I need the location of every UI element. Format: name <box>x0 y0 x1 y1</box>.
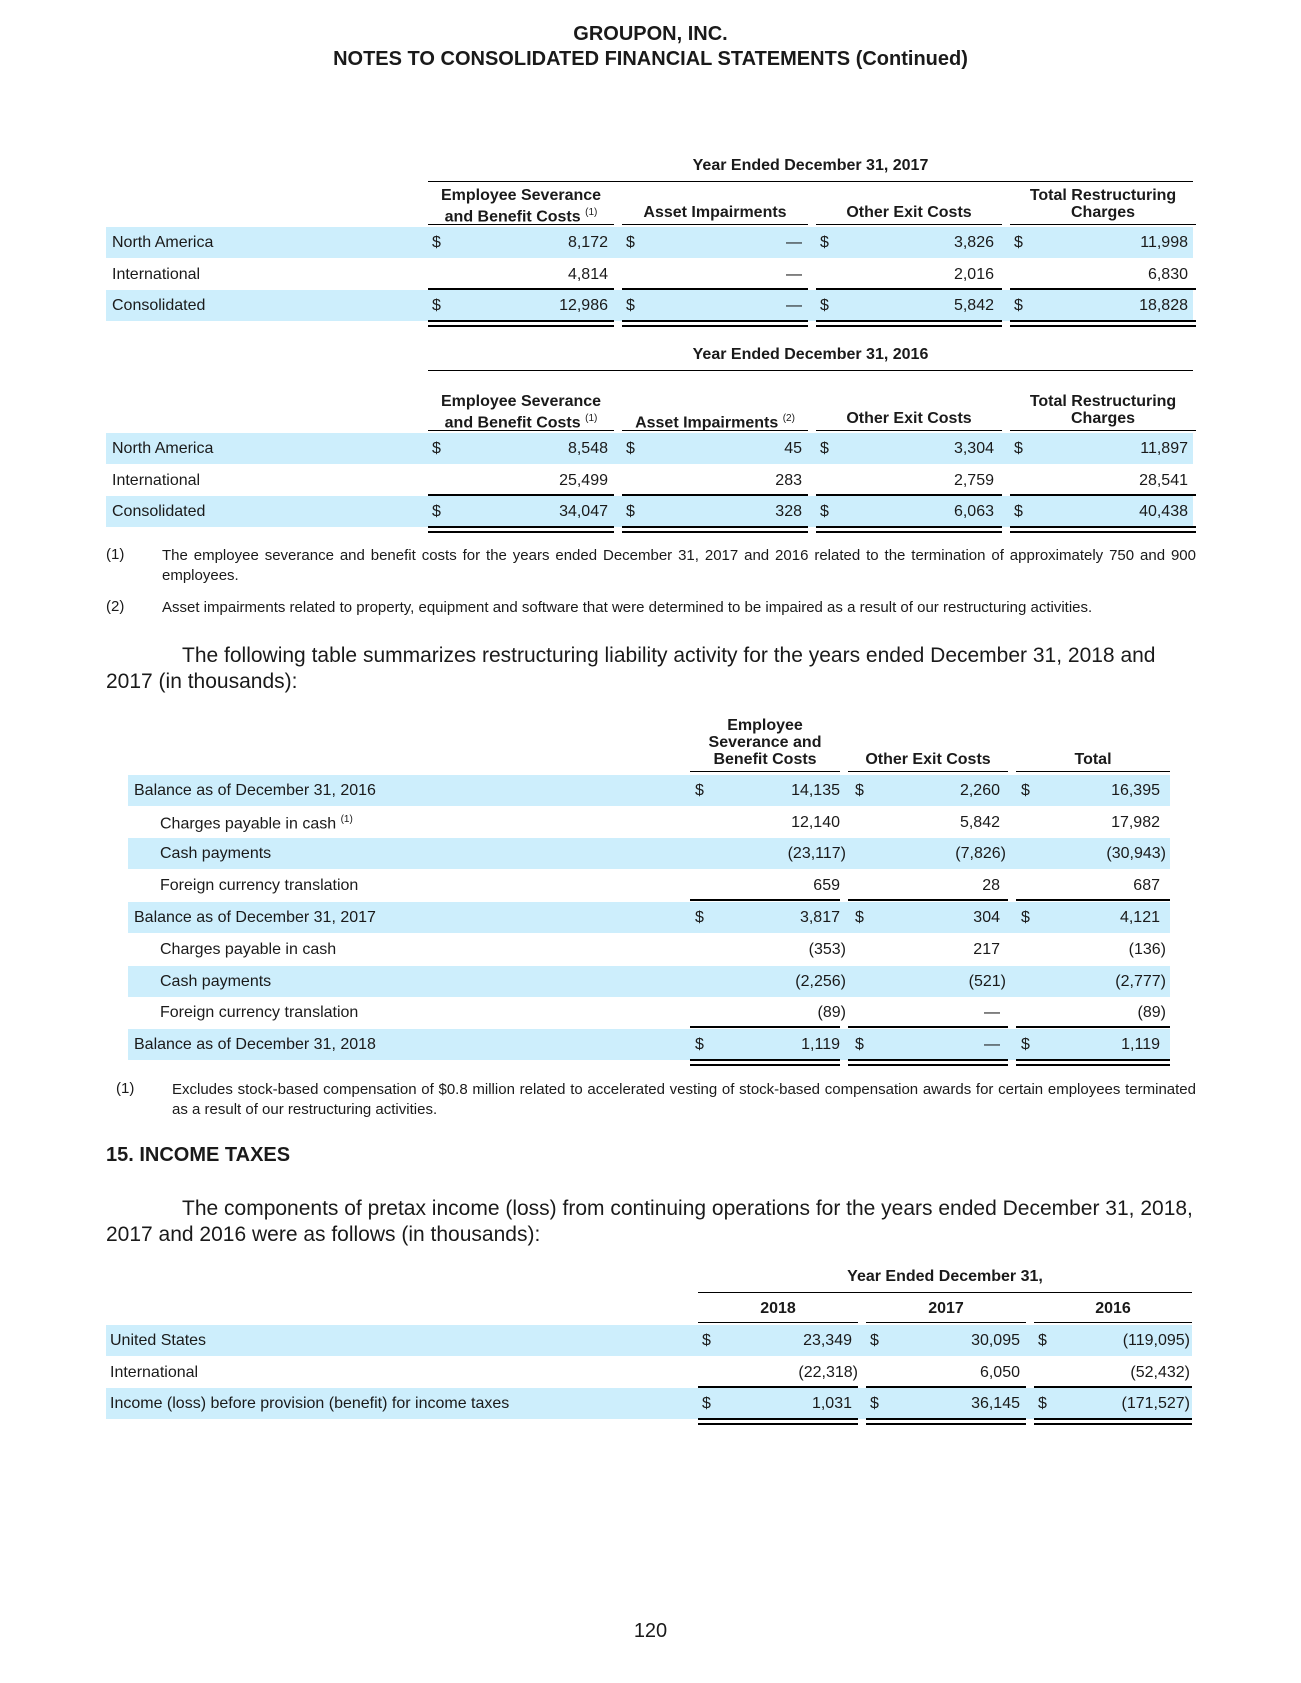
row-label: Income (loss) before provision (benefit) for income taxes <box>110 1395 510 1412</box>
row-label: International <box>110 1364 199 1381</box>
total-double-rule <box>1016 1059 1170 1066</box>
row-label: Consolidated <box>112 297 206 314</box>
currency-symbol: $ <box>626 297 635 314</box>
cell-value: 12,140 <box>791 814 840 831</box>
col-header-total: Total <box>1074 751 1112 768</box>
cell-value: (52,432) <box>1130 1364 1190 1381</box>
cell-value: (171,527) <box>1121 1395 1190 1412</box>
col-header-other-exit: Other Exit Costs <box>865 751 991 768</box>
header-rule <box>866 1322 1026 1323</box>
currency-symbol: $ <box>432 503 441 520</box>
cell-value: 28,541 <box>1139 472 1188 489</box>
row-band <box>106 433 1193 464</box>
currency-symbol: $ <box>695 909 704 926</box>
cell-value: 11,897 <box>1140 440 1188 457</box>
cell-value: — <box>984 1004 1000 1021</box>
row-label: International <box>112 266 201 283</box>
currency-symbol: $ <box>1038 1395 1047 1412</box>
cell-value: 2,759 <box>953 472 994 489</box>
subtotal-rule <box>690 899 840 901</box>
cell-value: 283 <box>775 472 802 489</box>
section-heading: 15. INCOME TAXES <box>106 1144 291 1166</box>
cell-value: (89) <box>817 1004 846 1021</box>
currency-symbol: $ <box>1014 297 1023 314</box>
intro-paragraph: The components of pretax income (loss) from continuing operations for the years ended December 31, 2018, 2017 and 2016 were as follows (in thousands): <box>106 1197 1193 1246</box>
cell-value: (521) <box>968 973 1006 990</box>
row-band <box>106 227 1193 258</box>
currency-symbol: $ <box>1014 440 1023 457</box>
header-rule <box>622 430 808 431</box>
col-header-year: 2017 <box>928 1300 964 1317</box>
header-rule <box>816 224 1002 225</box>
currency-symbol: $ <box>626 234 635 251</box>
cell-value: 16,395 <box>1111 782 1160 799</box>
total-double-rule <box>428 320 614 327</box>
row-label: Cash payments <box>160 845 272 862</box>
currency-symbol: $ <box>432 234 441 251</box>
header-rule <box>428 430 614 431</box>
header-rule <box>690 771 840 772</box>
cell-value: (119,095) <box>1122 1332 1190 1349</box>
footnote-text: Excludes stock-based compensation of $0.8 million related to accelerated vesting of stock-based compensation awards for certain employees terminated as a result of our restructuring activities. <box>172 1081 1196 1118</box>
currency-symbol: $ <box>855 1036 864 1053</box>
total-double-rule <box>622 320 808 327</box>
col-header-severance: Employee Severance and Benefit Costs $^{(1)}$ <box>440 393 602 432</box>
cell-value: 40,438 <box>1139 503 1188 520</box>
cell-value: (2,256) <box>795 973 846 990</box>
currency-symbol: $ <box>1014 503 1023 520</box>
cell-value: — <box>984 1036 1000 1053</box>
cell-value: 2,016 <box>953 266 994 283</box>
currency-symbol: $ <box>1021 1036 1030 1053</box>
cell-value: 25,499 <box>559 472 608 489</box>
subtotal-rule <box>1016 1026 1170 1028</box>
currency-symbol: $ <box>1021 782 1030 799</box>
row-band <box>106 1325 1192 1356</box>
currency-symbol: $ <box>1038 1332 1047 1349</box>
total-double-rule <box>1010 320 1196 327</box>
cell-value: — <box>786 266 802 283</box>
cell-value: 17,982 <box>1111 814 1160 831</box>
cell-value: 4,121 <box>1119 909 1160 926</box>
row-band <box>128 838 1170 869</box>
row-label: Charges payable in cash $^{(1)}$ <box>160 814 353 833</box>
total-double-rule <box>690 1059 840 1066</box>
header-rule <box>622 224 808 225</box>
subtotal-rule <box>848 899 1008 901</box>
currency-symbol: $ <box>702 1395 711 1412</box>
cell-value: 6,050 <box>979 1364 1020 1381</box>
subtotal-rule <box>1016 899 1170 901</box>
cell-value: 30,095 <box>971 1332 1020 1349</box>
cell-value: 45 <box>784 440 802 457</box>
intro-paragraph: The following table summarizes restructuring liability activity for the years ended December 31, 2018 and 2017 (in thousands): <box>106 644 1156 693</box>
cell-value: — <box>786 234 802 251</box>
cell-value: 5,842 <box>959 814 1000 831</box>
header-rule <box>1010 430 1196 431</box>
cell-value: 8,548 <box>567 440 608 457</box>
footnote-number: (2) <box>106 598 125 615</box>
row-label: Consolidated <box>112 503 206 520</box>
cell-value: 12,986 <box>559 297 608 314</box>
header-rule <box>1010 224 1196 225</box>
cell-value: 3,817 <box>799 909 840 926</box>
cell-value: 1,031 <box>811 1395 852 1412</box>
cell-value: 18,828 <box>1139 297 1188 314</box>
footnote-text: Asset impairments related to property, equipment and software that were determined to be impaired as a result of our restructuring activities. <box>162 599 1093 616</box>
cell-value: (2,777) <box>1115 973 1166 990</box>
total-double-rule <box>1010 526 1196 533</box>
total-double-rule <box>816 320 1002 327</box>
header-rule <box>428 224 614 225</box>
cell-value: 1,119 <box>801 1036 840 1053</box>
cell-value: 2,260 <box>959 782 1000 799</box>
row-label: United States <box>110 1332 207 1349</box>
total-double-rule <box>698 1418 858 1425</box>
cell-value: 4,814 <box>567 266 608 283</box>
page-number: 120 <box>633 1620 668 1642</box>
cell-value: (136) <box>1128 941 1166 958</box>
cell-value: 23,349 <box>803 1332 852 1349</box>
cell-value: 3,826 <box>953 234 994 251</box>
caption-rule <box>428 181 1193 182</box>
caption-rule <box>428 370 1193 371</box>
header-rule <box>816 430 1002 431</box>
cell-value: — <box>786 297 802 314</box>
row-label: Balance as of December 31, 2018 <box>134 1036 376 1053</box>
cell-value: (7,826) <box>955 845 1006 862</box>
caption-rule <box>698 1292 1192 1293</box>
total-double-rule <box>816 526 1002 533</box>
header-rule <box>698 1322 858 1323</box>
col-header-other-exit: Other Exit Costs <box>846 410 972 427</box>
currency-symbol: $ <box>432 440 441 457</box>
subtotal-rule <box>848 1026 1008 1028</box>
table-caption: Year Ended December 31, <box>847 1268 1043 1285</box>
header-rule <box>1034 1322 1192 1323</box>
cell-value: 217 <box>973 941 1000 958</box>
col-header-year: 2018 <box>760 1300 796 1317</box>
currency-symbol: $ <box>695 1036 704 1053</box>
cell-value: 687 <box>1133 877 1160 894</box>
cell-value: 659 <box>813 877 840 894</box>
cell-value: 6,830 <box>1147 266 1188 283</box>
total-double-rule <box>866 1418 1026 1425</box>
header-rule <box>848 771 1008 772</box>
col-header-severance: Employee Severance and Benefit Costs $^{(1)}$ <box>440 187 602 226</box>
cell-value: 304 <box>973 909 1000 926</box>
currency-symbol: $ <box>1021 909 1030 926</box>
col-header-other-exit: Other Exit Costs <box>846 204 972 221</box>
cell-value: 28 <box>982 877 1000 894</box>
col-header-asset-impairments: Asset Impairments <box>643 204 787 221</box>
footnote-number: (1) <box>116 1080 135 1097</box>
currency-symbol: $ <box>820 234 829 251</box>
cell-value: 328 <box>775 503 802 520</box>
row-label: International <box>112 472 201 489</box>
currency-symbol: $ <box>870 1395 879 1412</box>
table-caption: Year Ended December 31, 2016 <box>692 346 929 363</box>
currency-symbol: $ <box>820 503 829 520</box>
cell-value: 6,063 <box>953 503 994 520</box>
col-header-year: 2016 <box>1095 1300 1131 1317</box>
currency-symbol: $ <box>432 297 441 314</box>
col-header-total: Total Restructuring Charges <box>1029 393 1177 427</box>
cell-value: 14,135 <box>791 782 840 799</box>
row-band <box>106 496 1193 527</box>
total-double-rule <box>428 526 614 533</box>
currency-symbol: $ <box>855 909 864 926</box>
cell-value: (23,117) <box>787 845 846 862</box>
currency-symbol: $ <box>1014 234 1023 251</box>
table-caption: Year Ended December 31, 2017 <box>692 157 929 174</box>
row-label: Balance as of December 31, 2017 <box>134 909 376 926</box>
cell-value: 34,047 <box>559 503 608 520</box>
cell-value: 5,842 <box>953 297 994 314</box>
subtotal-rule <box>690 1026 840 1028</box>
col-header-total: Total Restructuring Charges <box>1029 187 1177 221</box>
row-label: Cash payments <box>160 973 272 990</box>
header-rule <box>1016 771 1170 772</box>
col-header-severance: Employee Severance and Benefit Costs <box>708 717 822 768</box>
cell-value: 11,998 <box>1140 234 1188 251</box>
col-header-asset-impairments: Asset Impairments $^{(2)}$ <box>635 413 795 432</box>
currency-symbol: $ <box>626 503 635 520</box>
cell-value: (353) <box>808 941 846 958</box>
currency-symbol: $ <box>820 440 829 457</box>
cell-value: (30,943) <box>1106 845 1166 862</box>
footnote-text: The employee severance and benefit costs for the years ended December 31, 2017 and 2016 related to the termination of approximately 750 and 900 employees. <box>162 547 1196 584</box>
row-band <box>106 290 1193 321</box>
cell-value: 3,304 <box>953 440 994 457</box>
currency-symbol: $ <box>626 440 635 457</box>
row-band <box>128 966 1170 997</box>
row-label: Balance as of December 31, 2016 <box>134 782 376 799</box>
total-double-rule <box>1034 1418 1192 1425</box>
currency-symbol: $ <box>855 782 864 799</box>
cell-value: (89) <box>1137 1004 1166 1021</box>
currency-symbol: $ <box>820 297 829 314</box>
page-subtitle: NOTES TO CONSOLIDATED FINANCIAL STATEMENTS (Continued) <box>333 48 968 70</box>
row-label: Foreign currency translation <box>160 877 359 894</box>
row-label: Charges payable in cash <box>160 941 337 958</box>
total-double-rule <box>848 1059 1008 1066</box>
cell-value: 1,119 <box>1121 1036 1160 1053</box>
total-double-rule <box>622 526 808 533</box>
cell-value: 8,172 <box>567 234 608 251</box>
row-label: North America <box>112 440 214 457</box>
currency-symbol: $ <box>702 1332 711 1349</box>
cell-value: 36,145 <box>971 1395 1020 1412</box>
row-label: Foreign currency translation <box>160 1004 359 1021</box>
currency-symbol: $ <box>870 1332 879 1349</box>
cell-value: (22,318) <box>798 1364 858 1381</box>
row-label: North America <box>112 234 214 251</box>
footnote-number: (1) <box>106 546 125 563</box>
currency-symbol: $ <box>695 782 704 799</box>
company-name: GROUPON, INC. <box>573 23 728 45</box>
